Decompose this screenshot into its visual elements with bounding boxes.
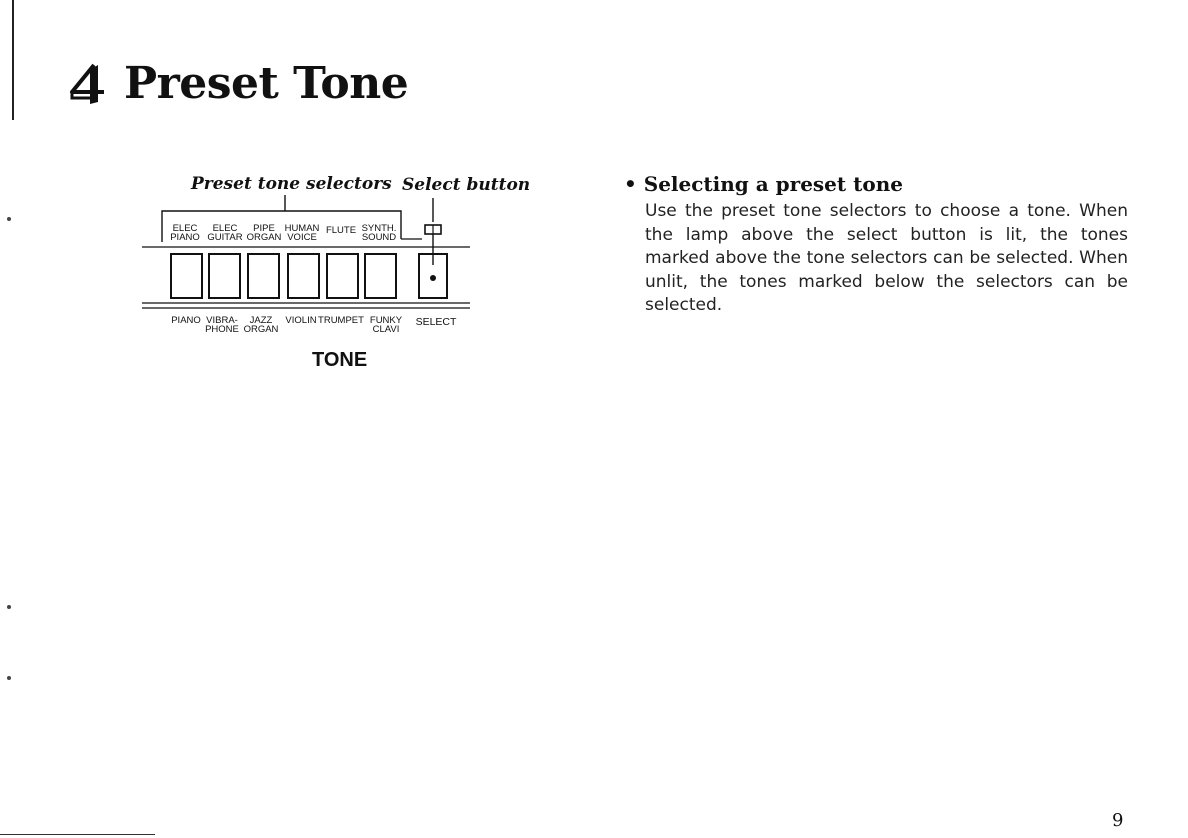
tone-selector-button-4[interactable] xyxy=(287,253,320,299)
upper-label: HUMAN VOICE xyxy=(284,223,320,243)
title-text: Preset Tone xyxy=(124,58,409,109)
select-indicator-dot xyxy=(430,275,436,281)
diagram-caption: TONE xyxy=(312,349,368,371)
lower-label: JAZZ ORGAN xyxy=(243,315,279,335)
select-button[interactable] xyxy=(418,253,448,299)
upper-label: ELEC PIANO xyxy=(170,223,200,243)
bottom-rule xyxy=(0,834,155,835)
chapter-number-icon xyxy=(68,62,112,108)
select-label: SELECT xyxy=(415,316,457,328)
bullet-icon: • xyxy=(624,172,637,196)
margin-dot xyxy=(7,605,11,609)
tone-selector-button-2[interactable] xyxy=(208,253,241,299)
callout-selectors: Preset tone selectors xyxy=(191,174,392,194)
callout-select-button: Select button xyxy=(402,175,531,195)
tone-selector-button-3[interactable] xyxy=(247,253,280,299)
upper-label: SYNTH. SOUND xyxy=(361,223,397,243)
upper-label: ELEC GUITAR xyxy=(207,223,243,243)
section-heading-text: Selecting a preset tone xyxy=(643,172,903,196)
lower-label: TRUMPET xyxy=(318,315,364,326)
binding-edge-line xyxy=(12,0,14,120)
tone-selector-button-6[interactable] xyxy=(364,253,397,299)
section-body: Use the preset tone selectors to choose a tone. When the lamp above the select button is lit, the tones marked above the tone selectors can be selected. When unlit, the tones marked below the selectors can be selected. xyxy=(645,201,1128,315)
lower-label: VIBRA- PHONE xyxy=(205,315,239,335)
lower-label: FUNKY CLAVI xyxy=(369,315,403,335)
upper-label: FLUTE xyxy=(325,225,357,236)
tone-selector-button-1[interactable] xyxy=(170,253,203,299)
margin-dot xyxy=(7,676,11,680)
margin-dot xyxy=(7,217,11,221)
upper-label: PIPE ORGAN xyxy=(246,223,282,243)
lower-label: VIOLIN xyxy=(285,315,317,326)
page-number: 9 xyxy=(1112,810,1124,831)
section-heading xyxy=(624,172,903,196)
tone-selector-button-5[interactable] xyxy=(326,253,359,299)
lower-label: PIANO xyxy=(171,315,201,326)
